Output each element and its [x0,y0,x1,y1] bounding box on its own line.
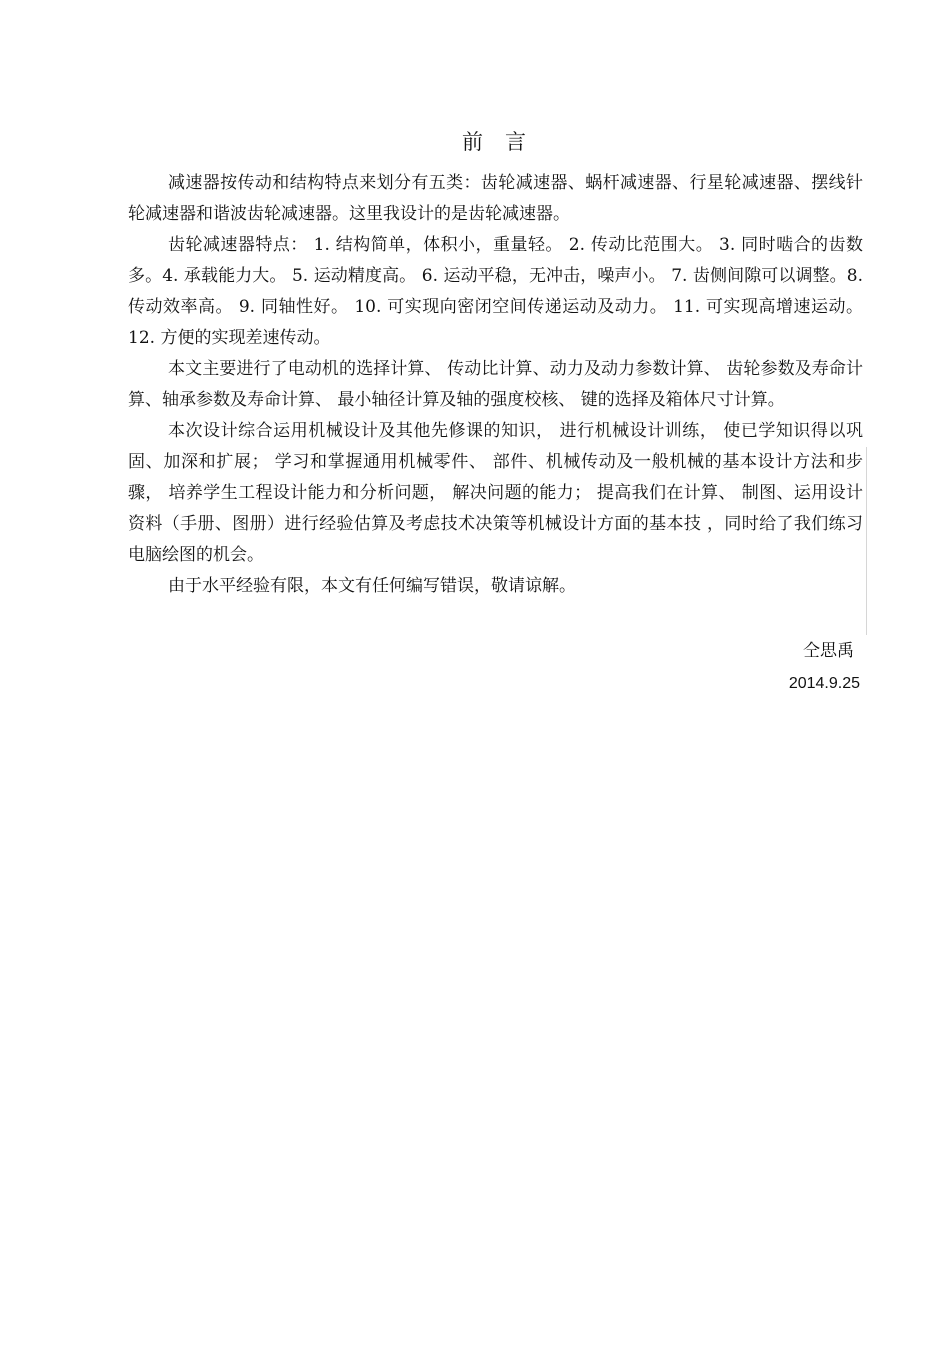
paragraph-reducer-types: 减速器按传动和结构特点来划分有五类：齿轮减速器、蜗杆减速器、行星轮减速器、摆线针轮减速器和谐波齿轮减速器。这里我设计的是齿轮减速器。 [128,173,863,224]
paragraph-main-work: 本文主要进行了电动机的选择计算、 传动比计算、动力及动力参数计算、 齿轮参数及寿命计算、轴承参数及寿命计算、 最小轴径计算及轴的强度校核、 键的选择及箱体尺寸计算。 [128,359,863,410]
body-text [128,168,863,602]
paragraph-gear-reducer-features: 齿轮减速器特点： 1. 结构简单，体积小，重量轻。 2. 传动比范围大。 3. 同时啮合的齿数多。4. 承载能力大。 5. 运动精度高。 6. 运动平稳，无冲击，噪声小。 7. 齿侧间隙可以调整。8. 传动效率高。 9. 同轴性好。 10. 可实现向密闭空间传递运动及动力。 11. 可实现高增速运动。 12. 方便的实现差速传动。 [128,235,863,348]
page-title: 前言 [462,130,548,154]
author-name: 仝思禹 [803,641,854,661]
margin-divider [866,447,867,635]
document-date: 2014.9.25 [788,675,860,692]
paragraph-design-purpose: 本次设计综合运用机械设计及其他先修课的知识， 进行机械设计训练， 使已学知识得以巩固、加深和扩展； 学习和掌握通用机械零件、 部件、机械传动及一般机械的基本设计方法和步骤， 培养学生工程设计能力和分析问题， 解决问题的能力； 提高我们在计算、 制图、运用设计资料（手册、图册）进行经验估算及考虑技术决策等机械设计方面的基本技 ，同时给了我们练习电脑绘图的机会。 [128,421,863,565]
paragraph-apology: 由于水平经验有限，本文有任何编写错误，敬请谅解。 [168,576,576,596]
